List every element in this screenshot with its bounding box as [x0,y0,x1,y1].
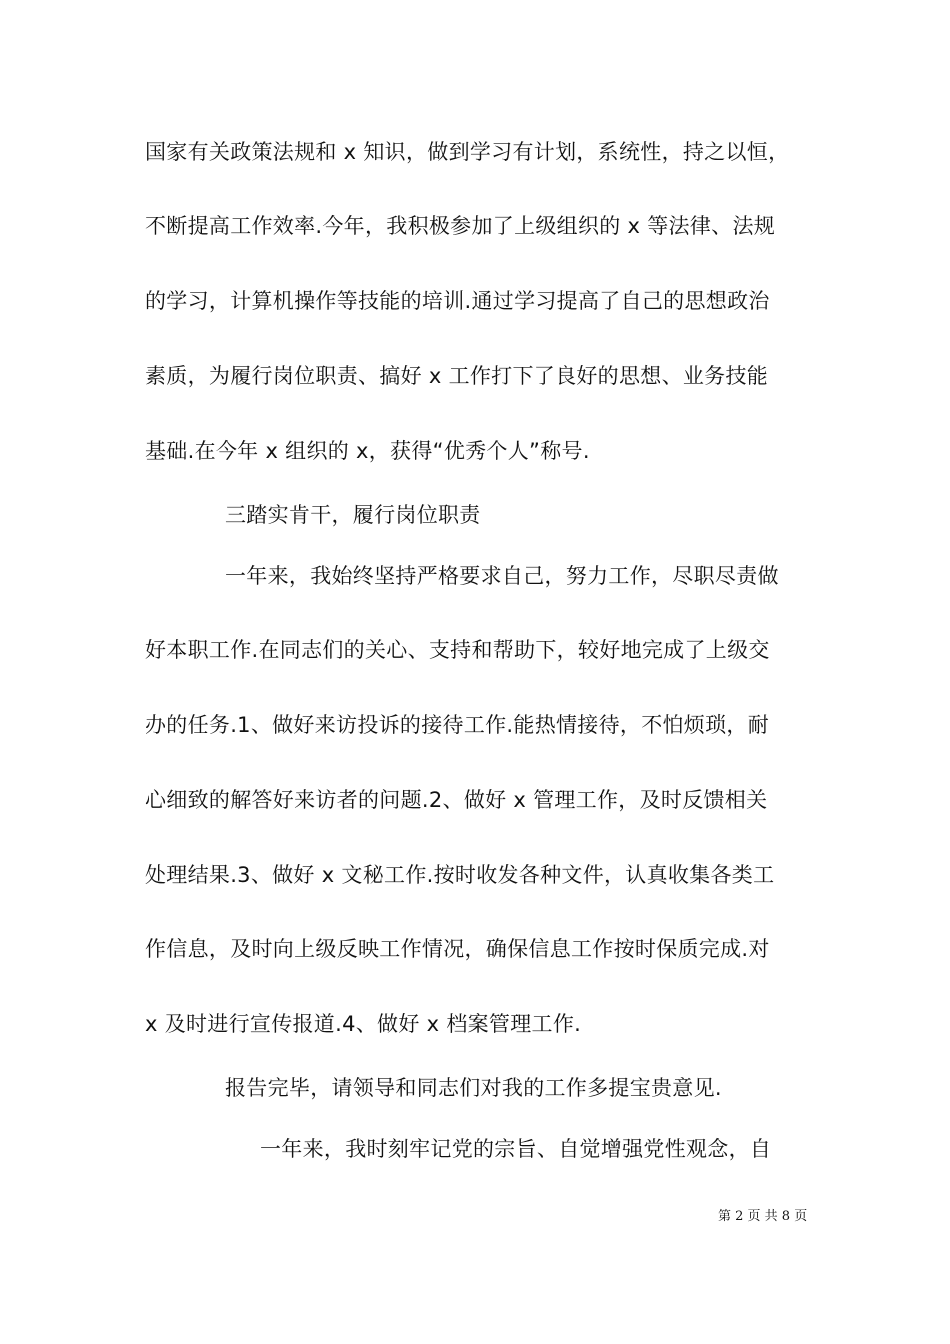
body-text-line: 作信息，及时向上级反映工作情况，确保信息工作按时保质完成.对 [145,937,770,961]
body-text-line: 办的任务.1、做好来访投诉的接待工作.能热情接待，不怕烦琐，耐 [145,713,770,737]
body-text-line: 素质，为履行岗位职责、搞好 x 工作打下了良好的思想、业务技能 [145,364,769,388]
body-text-line: 基础.在今年 x 组织的 x，获得“优秀个人”称号. [145,439,590,463]
body-text-line: 一年来，我始终坚持严格要求自己，努力工作，尽职尽责做 [225,564,779,588]
section-heading: 三踏实肯干，履行岗位职责 [225,503,481,527]
body-text-line: 国家有关政策法规和 x 知识，做到学习有计划，系统性，持之以恒， [145,140,790,164]
body-text-line: 一年来，我时刻牢记党的宗旨、自觉增强党性观念，自 [260,1137,772,1161]
body-text-line: 不断提高工作效率.今年，我积极参加了上级组织的 x 等法律、法规 [145,214,776,238]
body-text-line: 心细致的解答好来访者的问题.2、做好 x 管理工作，及时反馈相关 [145,788,768,812]
page-number-footer: 第 2 页 共 8 页 [718,1209,808,1224]
body-text-line: 报告完毕，请领导和同志们对我的工作多提宝贵意见. [225,1076,722,1100]
body-text-line: 的学习，计算机操作等技能的培训.通过学习提高了自己的思想政治 [145,289,770,313]
body-text-line: 处理结果.3、做好 x 文秘工作.按时收发各种文件，认真收集各类工 [145,863,775,887]
body-text-line: 好本职工作.在同志们的关心、支持和帮助下，较好地完成了上级交 [145,638,770,662]
body-text-line: x 及时进行宣传报道.4、做好 x 档案管理工作. [145,1012,582,1036]
